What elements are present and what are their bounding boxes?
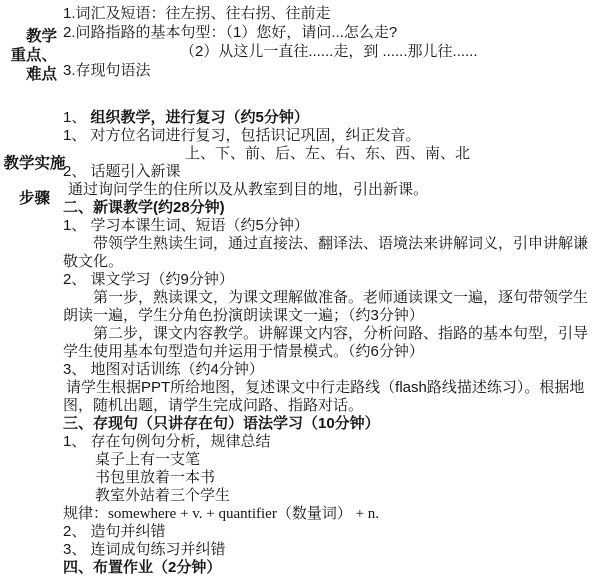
text-run: 书包里放着一本书 — [95, 469, 216, 486]
lesson-plan-content — [63, 4, 599, 577]
text-line — [63, 199, 599, 217]
text-line — [180, 42, 599, 61]
text-run: 2.问路指路的基本句型：（1）您好，请问...怎么走? — [63, 24, 398, 41]
text-run: 桌子上有一支笔 — [95, 451, 201, 468]
text-line — [63, 523, 599, 541]
text-line — [63, 217, 599, 235]
text-run: 1、 对方位名词进行复习，包括识记巩固，纠正发音。 — [63, 127, 421, 144]
text-run: 请学生根据PPT所给地图，复述课文中行走路线（flash路线描述练习）。根据地图，随机出题，请学生完成问路、指路对话。 — [63, 379, 585, 414]
text-line — [63, 271, 599, 289]
text-line — [63, 325, 599, 361]
text-run: （数量词） — [276, 505, 352, 522]
text-run: 2、 造句并纠错 — [63, 523, 166, 540]
text-line — [63, 235, 599, 271]
text-line — [63, 541, 599, 559]
text-run: 1、 存在句例句分析，规律总结 — [63, 433, 271, 450]
text-line — [63, 379, 599, 415]
text-run: 3、 连词成句练习并纠错 — [63, 541, 226, 558]
section-implementation-steps — [63, 109, 599, 577]
text-run: 教室外站着三个学生 — [95, 487, 231, 504]
text-line — [63, 415, 599, 433]
text-run: 1、 — [63, 109, 91, 126]
text-line — [63, 4, 599, 23]
text-run: 2、 话题引入新课 — [63, 163, 181, 180]
text-run: 3、 地图对话训练（约4分钟） — [63, 361, 264, 378]
text-line — [63, 127, 599, 145]
text-line — [63, 361, 599, 379]
row-label-line: 重点、 — [10, 47, 57, 64]
text-run: 带领学生熟读生词，通过直接法、翻译法、语境法来讲解词义，引申讲解谦敬文化。 — [63, 235, 589, 270]
text-run: somewhere + v. + quantifier — [108, 506, 277, 522]
text-run: 3.存现句语法 — [63, 62, 151, 79]
row-label-line: 步骤 — [18, 190, 50, 207]
text-line — [63, 433, 599, 451]
section-gap — [63, 80, 599, 109]
row-header-teaching-implementation-steps — [1, 154, 68, 208]
text-run: （2）从这儿一直往......走，到 ......那儿往...... — [180, 43, 478, 60]
text-run: 规律： — [63, 505, 109, 522]
text-line — [63, 163, 599, 181]
text-line — [185, 145, 599, 163]
bold-text-run: 二、新课教学(约28分钟) — [63, 199, 225, 216]
text-line — [95, 451, 599, 469]
text-run: 第二步，课文内容教学。讲解课文内容，分析问路、指路的基本句型，引导学生使用基本句型造句并运用于情景模式。（约6分钟） — [63, 325, 589, 360]
text-line — [68, 181, 599, 199]
row-label-line: 难点 — [25, 66, 57, 83]
text-line — [95, 469, 599, 487]
text-line — [63, 559, 599, 577]
text-run: 1.词汇及短语：往左拐、往右拐、往前走 — [63, 5, 331, 22]
text-run: 第一步，熟读课文，为课文理解做准备。老师通读课文一遍，逐句带领学生朗读一遍，学生分角色扮演朗读课文一遍；（约3分钟） — [63, 289, 589, 324]
bold-text-run: 组织教学，进行复习（约5分钟） — [90, 109, 309, 126]
text-run: 通过询问学生的住所以及从教室到目的地，引出新课。 — [68, 181, 429, 198]
text-line — [95, 487, 599, 505]
bold-text-run: 三、存现句（只讲存在句）语法学习（10分钟） — [63, 415, 380, 432]
text-line — [63, 23, 599, 42]
text-line — [63, 289, 599, 325]
text-line — [63, 109, 599, 127]
text-run: + n. — [351, 506, 380, 522]
text-line — [63, 61, 599, 80]
bold-text-run: 四、布置作业（2分钟） — [63, 559, 222, 576]
text-run: 2、 课文学习（约9分钟） — [63, 271, 234, 288]
text-run: 上、下、前、后、左、右、东、西、南、北 — [185, 145, 471, 162]
text-run: 1、 学习本课生词、短语（约5分钟） — [63, 217, 309, 234]
row-header-teaching-key-points — [0, 27, 57, 84]
text-line — [63, 505, 599, 523]
section-key-points — [63, 4, 599, 80]
row-label-line: 教学实施 — [3, 155, 66, 172]
row-label-line: 教学 — [25, 28, 57, 45]
